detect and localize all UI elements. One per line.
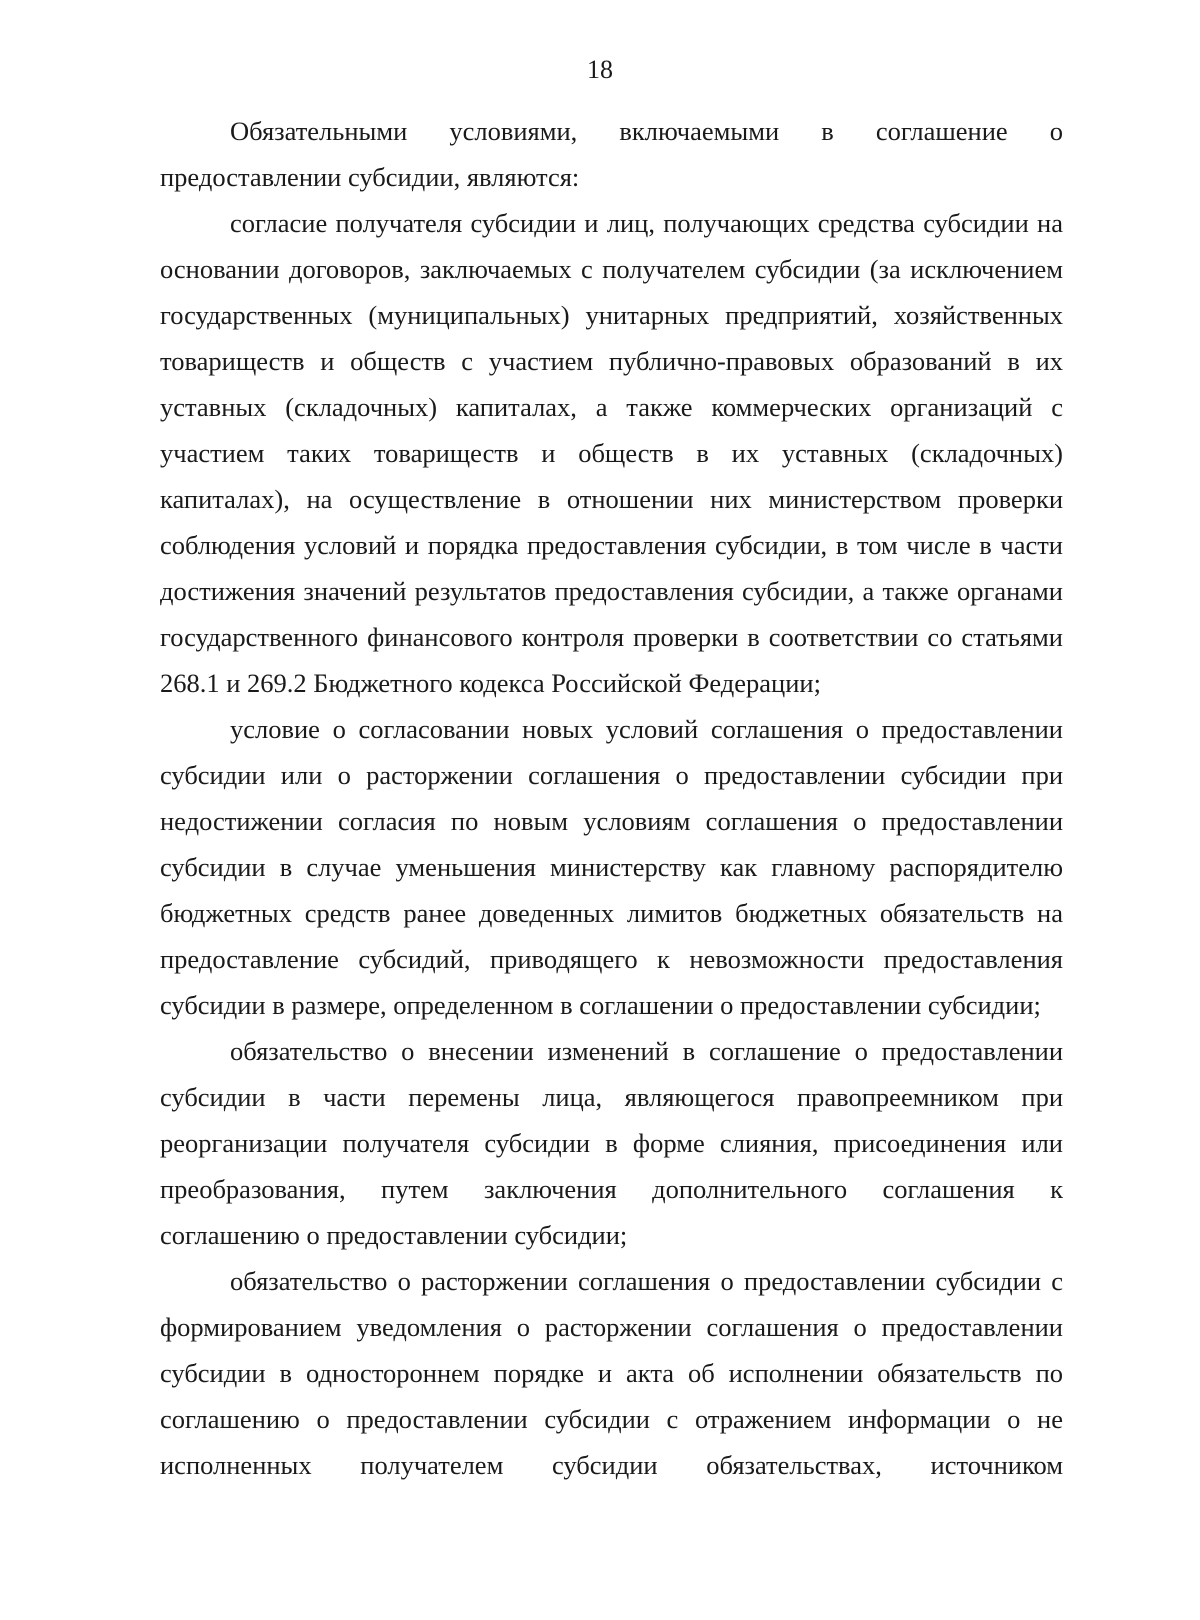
document-body — [160, 108, 1063, 1488]
paragraph-termination: обязательство о расторжении соглашения о предоставлении субсидии с формированием уведомления о расторжении соглашения о предоставлении субсидии в одностороннем порядке и акта об исполнении обязательств по соглашению о предоставлении субсидии с отражением информации о не исполненных получателем субсидии обязательствах, источником — [160, 1266, 1063, 1480]
paragraph-reorganization: обязательство о внесении изменений в соглашение о предоставлении субсидии в части перемены лица, являющегося правопреемником при реорганизации получателя субсидии в форме слияния, присоединения или преобразования, путем заключения дополнительного соглашения к соглашению о предоставлении субсидии; — [160, 1036, 1063, 1250]
paragraph-intro: Обязательными условиями, включаемыми в соглашение о предоставлении субсидии, являются: — [160, 116, 1063, 192]
paragraph-consent: согласие получателя субсидии и лиц, получающих средства субсидии на основании договоров, заключаемых с получателем субсидии (за исключением государственных (муниципальных) унитарных предприятий, хозяйственных товариществ и обществ с участием публично-правовых образований в их уставных (складочных) капиталах, а также коммерческих организаций с участием таких товариществ и обществ в их уставных (складочных) капиталах), на осуществление в отношении них министерством проверки соблюдения условий и порядка предоставления субсидии, в том числе в части достижения значений результатов предоставления субсидии, а также органами государственного финансового контроля проверки в соответствии со статьями 268.1 и 269.2 Бюджетного кодекса Российской Федерации; — [160, 208, 1063, 698]
paragraph-agreement-terms: условие о согласовании новых условий соглашения о предоставлении субсидии или о расторжении соглашения о предоставлении субсидии при недостижении согласия по новым условиям соглашения о предоставлении субсидии в случае уменьшения министерству как главному распорядителю бюджетных средств ранее доведенных лимитов бюджетных обязательств на предоставление субсидий, приводящего к невозможности предоставления субсидии в размере, определенном в соглашении о предоставлении субсидии; — [160, 714, 1063, 1020]
page-number: 18 — [587, 55, 613, 84]
